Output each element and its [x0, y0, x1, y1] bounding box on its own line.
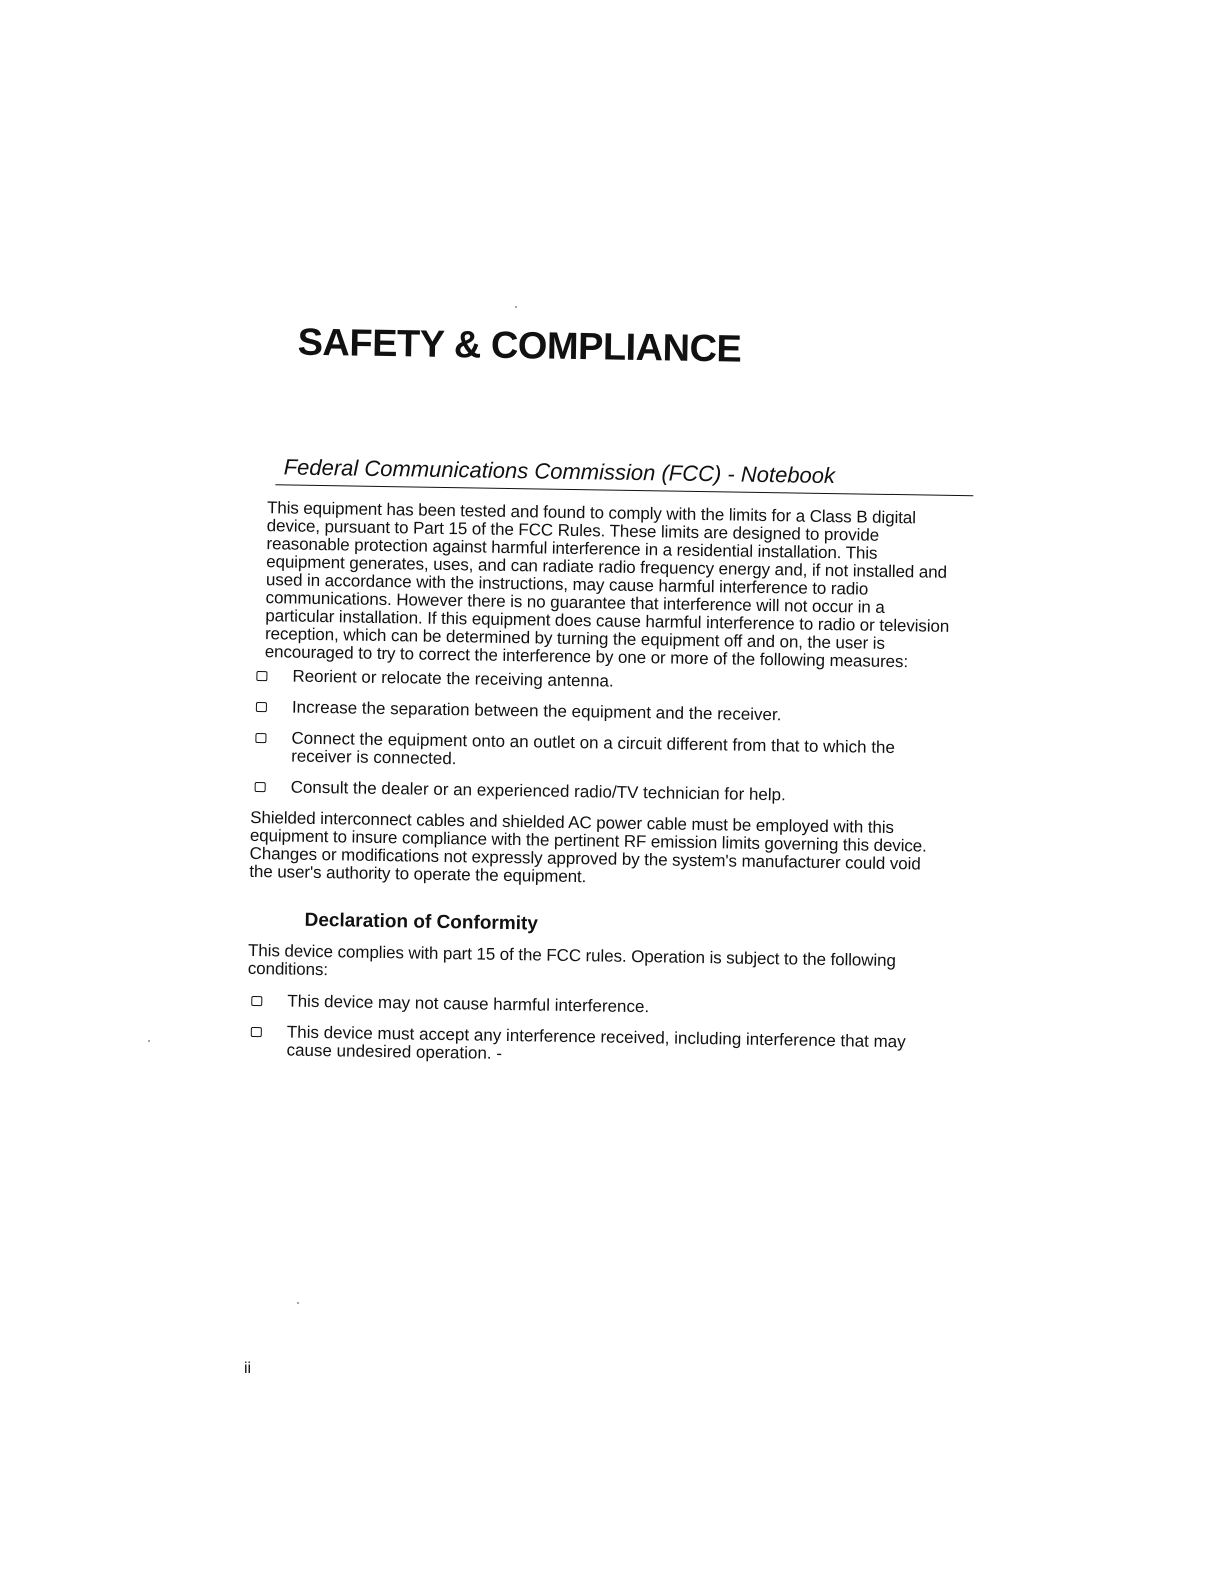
list-item — [251, 729, 931, 776]
list-item — [252, 667, 932, 696]
conformity-heading: Declaration of Conformity — [304, 909, 539, 935]
scan-speck — [515, 306, 517, 308]
scan-speck — [297, 1302, 299, 1304]
list-item-text: Connect the equipment onto an outlet on a circuit different from that to which the receiver is connected. — [291, 728, 896, 769]
shielded-cables-paragraph: Shielded interconnect cables and shielded AC power cable must be employed with this equipment to insure compliance with the pertinent RF emission limits governing this device. Changes or modifications not expressly approved by the system's manufacturer could void the user's authority to operate the equipment. — [249, 807, 927, 887]
list-item-text: Consult the dealer or an experienced radio/TV technician for help. — [290, 777, 786, 805]
list-item-text: Increase the separation between the equipment and the receiver. — [291, 697, 782, 725]
scan-speck — [148, 1040, 150, 1042]
list-item-text: This device must accept any interference received, including interference that may cause undesired operation. - — [286, 1022, 906, 1063]
list-item-text: This device may not cause harmful interference. — [287, 991, 650, 1017]
checkbox-bullet-icon — [255, 733, 266, 743]
fcc-paragraph: This equipment has been tested and found to comply with the limits for a Class B digital device, pursuant to Part 15 of the FCC Rules. These limits are designed to provide reasonable protection against harmful interference in a residential installation. This equipment generates, uses, and can radiate radio frequency energy and, if not installed and used in accordance with the instructions, may cause harmful interference to radio communications. However there is no guarantee that interference will not occur in a particular installation. If this equipment does cause harmful interference to radio or television reception, which can be determined by turning the equipment off and on, the user is encouraged to try to correct the interference by one or more of the following measures: — [264, 498, 950, 672]
list-item-text: Reorient or relocate the receiving antenna. — [292, 666, 614, 691]
checkbox-bullet-icon — [251, 1027, 262, 1037]
conditions-list — [246, 992, 947, 1070]
checkbox-bullet-icon — [256, 671, 267, 681]
fcc-section-heading: Federal Communications Commission (FCC) - Notebook — [275, 454, 973, 496]
checkbox-bullet-icon — [256, 702, 267, 712]
page-title: SAFETY & COMPLIANCE — [297, 321, 742, 371]
measures-list — [251, 667, 953, 807]
list-item — [247, 992, 927, 1021]
page-number: ii — [244, 1360, 252, 1377]
checkbox-bullet-icon — [251, 996, 262, 1006]
list-item — [252, 698, 932, 727]
page-content — [246, 320, 958, 1083]
list-item — [246, 1023, 926, 1070]
list-item — [251, 778, 931, 807]
checkbox-bullet-icon — [255, 782, 266, 792]
conformity-paragraph: This device complies with part 15 of the FCC rules. Operation is subject to the following conditions: — [247, 940, 896, 979]
